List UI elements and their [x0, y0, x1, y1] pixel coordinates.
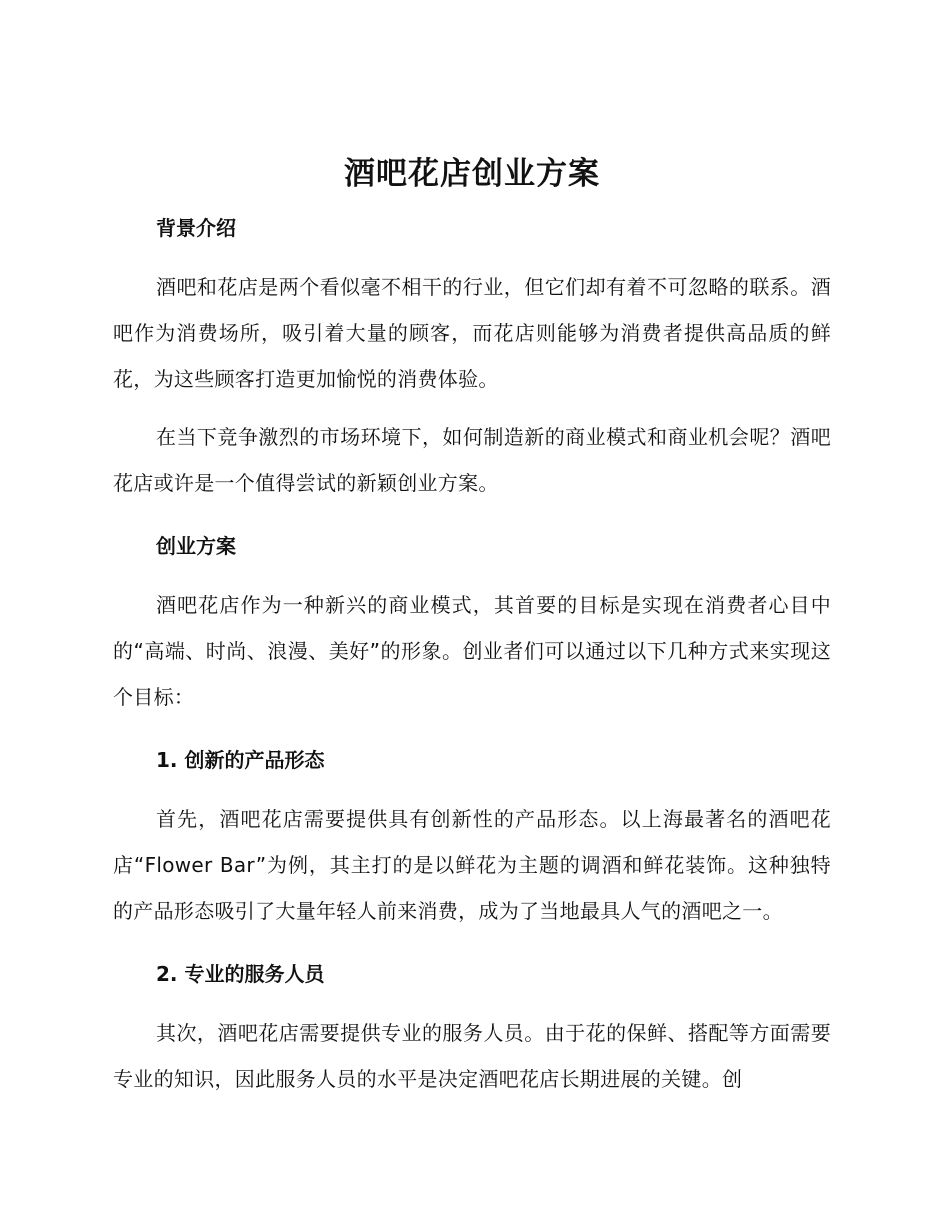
paragraph: 首先，酒吧花店需要提供具有创新性的产品形态。以上海最著名的酒吧花店“Flower Bar”为例，其主打的是以鲜花为主题的调酒和鲜花装饰。这种独特的产品形态吸引了大量年轻人前来消费，成为了当地最具人气的酒吧之一。 — [113, 807, 831, 923]
section-heading-plan: 创业方案 — [156, 534, 236, 558]
section-heading-product-form: 1. 创新的产品形态 — [156, 748, 325, 772]
paragraph: 在当下竞争激烈的市场环境下，如何制造新的商业模式和商业机会呢？酒吧花店或许是一个值得尝试的新颖创业方案。 — [113, 425, 831, 495]
paragraph: 其次，酒吧花店需要提供专业的服务人员。由于花的保鲜、搭配等方面需要专业的知识，因此服务人员的水平是决定酒吧花店长期进展的关键。创 — [113, 1021, 831, 1091]
section-heading-service-staff: 2. 专业的服务人员 — [156, 962, 325, 986]
section-heading-background: 背景介绍 — [156, 216, 236, 240]
paragraph: 酒吧花店作为一种新兴的商业模式，其首要的目标是实现在消费者心目中的“高端、时尚、浪漫、美好”的形象。创业者们可以通过以下几种方式来实现这个目标： — [113, 593, 831, 709]
paragraph: 酒吧和花店是两个看似毫不相干的行业，但它们却有着不可忽略的联系。酒吧作为消费场所，吸引着大量的顾客，而花店则能够为消费者提供高品质的鲜花，为这些顾客打造更加愉悦的消费体验。 — [113, 275, 831, 391]
document-body — [113, 148, 831, 1102]
document-title: 酒吧花店创业方案 — [344, 156, 600, 192]
